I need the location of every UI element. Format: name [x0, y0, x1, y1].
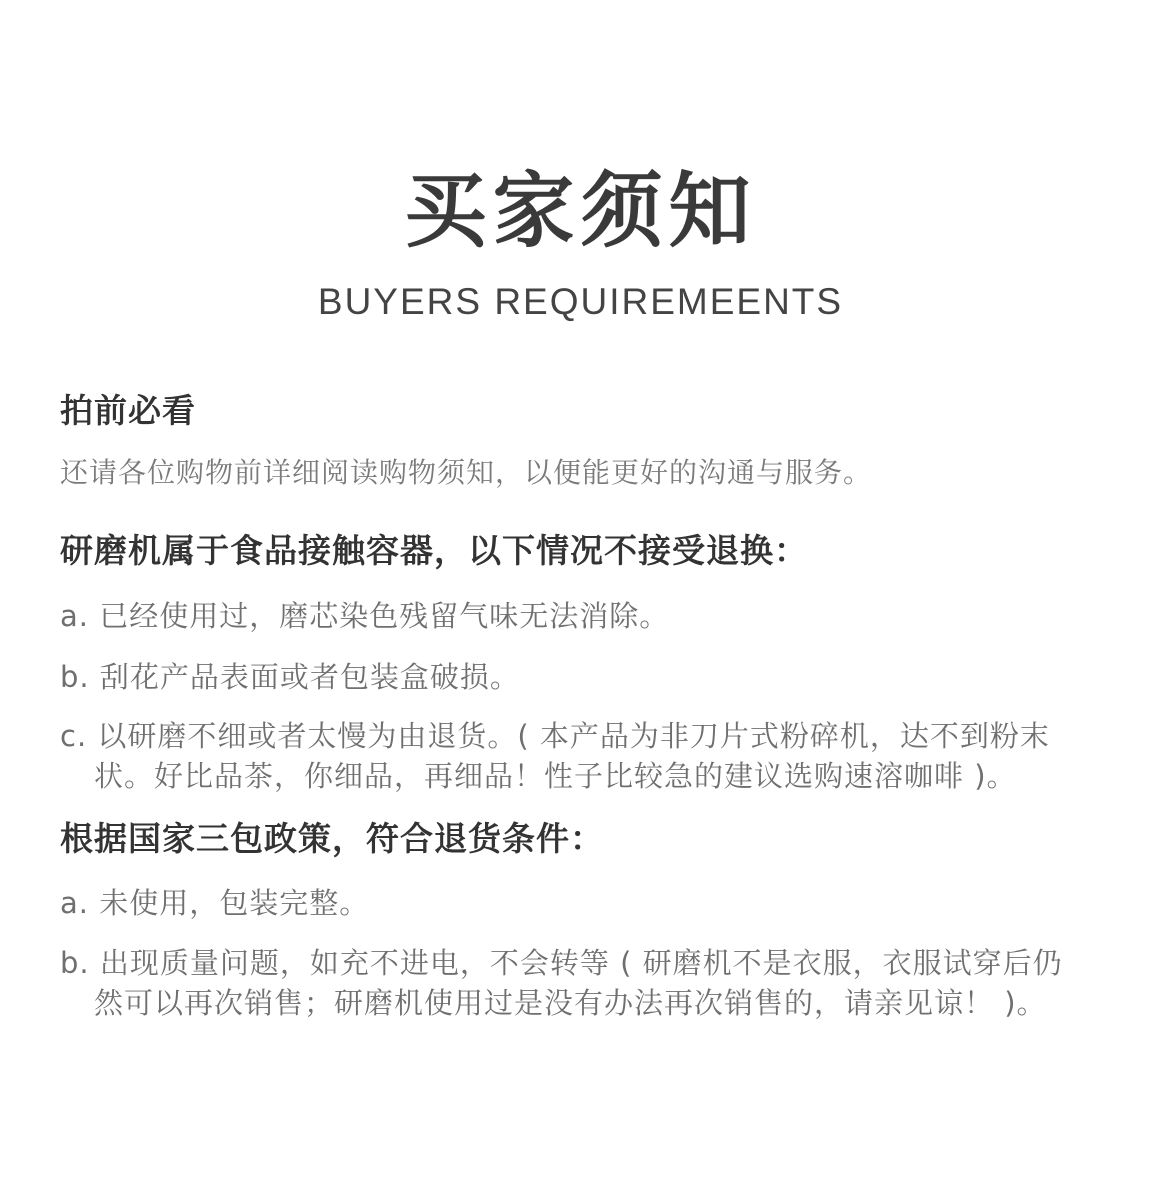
- page-title: 买家须知: [404, 164, 757, 259]
- item-text-continued: 然可以再次销售；研磨机使用过是没有办法再次销售的，请亲见谅！ )。: [94, 986, 1047, 1020]
- no-return-item-b: [60, 657, 1110, 697]
- item-marker: c.: [60, 719, 88, 753]
- no-return-item-c: [60, 716, 1110, 796]
- item-text: 出现质量问题，如充不进电，不会转等 ( 研磨机不是衣服，衣服试穿后仍: [99, 946, 1063, 980]
- item-text-continued: 状。好比品茶，你细品，再细品！性子比较急的建议选购速溶咖啡 )。: [94, 759, 1017, 793]
- item-text: 以研磨不细或者太慢为由退货。( 本产品为非刀片式粉碎机，达不到粉末: [97, 719, 1050, 753]
- page-subtitle: BUYERS REQUIREMEENTS: [317, 281, 844, 322]
- intro-text: 还请各位购物前详细阅读购物须知，以便能更好的沟通与服务。: [60, 456, 873, 489]
- intro-heading: 拍前必看: [60, 391, 196, 430]
- no-return-item-a: [60, 596, 1110, 636]
- no-return-heading: 研磨机属于食品接触容器，以下情况不接受退换：: [60, 531, 808, 570]
- item-marker: a.: [60, 886, 89, 920]
- item-text: 未使用，包装完整。: [99, 886, 370, 920]
- item-marker: b.: [60, 660, 90, 694]
- return-ok-item-a: [60, 883, 1110, 923]
- item-text: 刮花产品表面或者包装盒破损。: [99, 660, 520, 694]
- item-marker: b.: [60, 946, 90, 980]
- item-marker: a.: [60, 599, 89, 633]
- return-ok-item-b: [60, 943, 1110, 1023]
- item-text: 已经使用过，磨芯染色残留气味无法消除。: [99, 599, 670, 633]
- return-ok-heading: 根据国家三包政策，符合退货条件：: [60, 819, 604, 858]
